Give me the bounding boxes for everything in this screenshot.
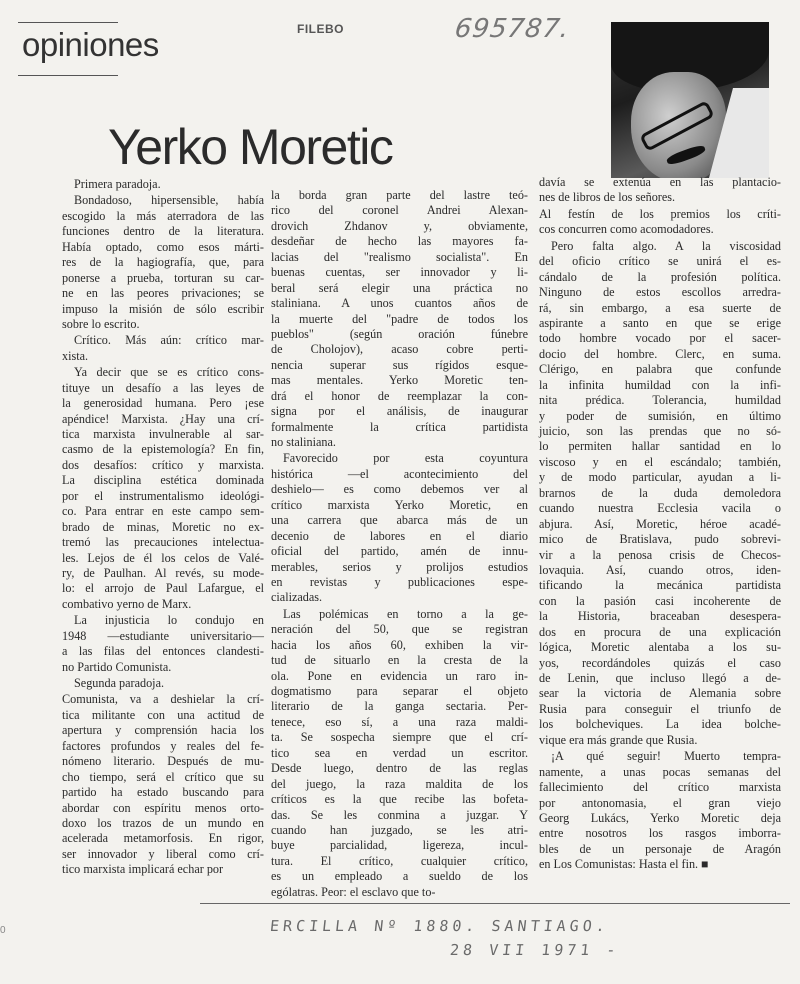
text-line: lógica, Moretic alentaba a los su- <box>539 640 781 655</box>
text-line: Desde luego, dentro de las reglas <box>271 761 528 776</box>
article-paragraph <box>539 749 781 873</box>
text-line: ola. Pone en evidencia un raro in- <box>271 668 528 683</box>
text-line: Segunda paradoja. <box>74 676 165 690</box>
article-paragraph <box>539 207 781 238</box>
text-line: pueblos" (según oración fúnebre <box>271 326 528 341</box>
text-line: ta. Se sospecha siempre que el crí- <box>271 730 528 745</box>
text-line: drá el honor de reemplazar la con- <box>271 388 528 403</box>
text-line: co. Para entrar en este campo sem- <box>62 504 264 519</box>
text-line: a las filas del entonces clandesti- <box>62 644 264 659</box>
text-line: nómeno literario. Después de mu- <box>62 754 264 769</box>
text-line: cándalo de la profesión política. <box>539 269 781 284</box>
text-line: lo permiten hallar santidad en lo <box>539 439 781 454</box>
text-line: nencia superar sus rígidos esque- <box>271 357 528 372</box>
text-line: hacia los años 60, exhiben la vir- <box>271 637 528 652</box>
text-line: los bolcheviques. La idea bolche- <box>539 717 781 732</box>
text-line: lovaquia. Así, cuando otros, iden- <box>539 562 781 577</box>
text-line: doxo los trazos de un mundo en <box>62 815 264 830</box>
text-line: ser innovador y liberal como crí- <box>62 846 264 861</box>
article-column-1 <box>62 177 264 879</box>
text-line: la infinita humildad con la infi- <box>539 377 781 392</box>
text-line: de Cholojov), acaso cobre perti- <box>271 342 528 357</box>
text-line: Pero falta algo. A la viscosidad <box>551 238 781 253</box>
text-line: beral será elegir una práctica no <box>271 280 528 295</box>
text-line: cho tiempo, será el crítico que su <box>62 769 264 784</box>
text-line: La injusticia lo condujo en <box>74 613 264 628</box>
text-line: crítico marxista Yerko Moretic, en <box>271 497 528 512</box>
text-line: Había optado, como esos márti- <box>62 239 264 254</box>
text-line: mico de Bratislava, pudo sobrevi- <box>539 532 781 547</box>
text-line: en revistas y publicaciones espe- <box>271 574 528 589</box>
text-line: del oficio crítico se unirá el es- <box>539 254 781 269</box>
footer-rule <box>200 903 790 904</box>
text-line: literario de la ganga sectaria. Per- <box>271 699 528 714</box>
article-paragraph <box>62 193 264 332</box>
text-line: vir a la penosa crisis de Checos- <box>539 547 781 562</box>
text-line: neración del 50, que se registran <box>271 622 528 637</box>
text-line: dos en procura de una explicación <box>539 624 781 639</box>
section-bottom-rule <box>18 75 118 76</box>
edge-mark: 0 <box>0 925 6 936</box>
article-paragraph <box>271 607 528 900</box>
text-line: desdeñar de hecho las mayores fa- <box>271 234 528 249</box>
text-line: por antonomasia, el gran viejo <box>539 795 781 810</box>
text-line: del juego, la raza maldita de los <box>271 776 528 791</box>
text-line: es un empleado a sueldo de los <box>271 869 528 884</box>
text-line: partido ha estado buscando para <box>62 785 264 800</box>
text-line: sear la victoria de Alemania sobre <box>539 686 781 701</box>
text-line: histórica —el acontecimiento del <box>271 466 528 481</box>
text-line: y poder de sumisión, en último <box>539 408 781 423</box>
text-line: dogmatismo para separar el objeto <box>271 684 528 698</box>
text-line: brado de minas, Moretic no ex- <box>62 519 264 534</box>
text-line: cuando nuestra Ecclesia vacila o <box>539 501 781 516</box>
text-line: entre nosotros los rasgos imborra- <box>539 826 781 841</box>
text-line: La disciplina estética dominada <box>62 473 264 488</box>
text-line: aspirante a santo en que se erige <box>539 315 781 330</box>
text-line: decenio de labores en el diario <box>271 528 528 543</box>
text-line: ponerse a prueba, torturan su car- <box>62 270 264 285</box>
text-line: tenece, eso sí, a una raza maldi- <box>271 714 528 729</box>
handwritten-date-note: 28 VII 1971 - <box>449 941 621 959</box>
text-line: signa por el análisis, de inaugurar <box>271 404 528 419</box>
text-line: Ya decir que se es crítico cons- <box>74 365 264 380</box>
text-line: ¡A qué seguir! Muerto tempra- <box>551 749 781 764</box>
text-line: formalmente la crítica partidista <box>271 419 528 434</box>
text-line: acelerada metamorfosis. En rigor, <box>62 831 264 846</box>
text-line: merables, serios y prolijos estudios <box>271 559 528 574</box>
article-paragraph <box>62 676 264 691</box>
text-line: lacias del "realismo socialista". En <box>271 249 528 264</box>
text-line: tituye un desafío a las leyes de <box>62 380 264 395</box>
text-line: y de modo particular, ayudan a li- <box>539 470 781 485</box>
text-line: brarnos de la duda demoledora <box>539 485 781 500</box>
text-line: buenas cuentas, ser innovador y li- <box>271 265 528 280</box>
article-paragraph <box>62 613 264 675</box>
text-line: rá, sin embargo, a esa suerte de <box>539 300 781 315</box>
text-line: namente, a unas pocas semanas del <box>539 764 781 779</box>
text-line: Bondadoso, hipersensible, había <box>74 193 264 208</box>
text-line: con la pasión casi incoherente de <box>539 593 781 608</box>
text-line: tud de situarlo en la cresta de la <box>271 653 528 668</box>
text-line: ry, de Paulhan. Al revés, su mode- <box>62 565 264 580</box>
article-column-3 <box>539 175 781 874</box>
text-line: tura. El crítico, cualquier crítico, <box>271 853 528 868</box>
text-line: no staliniana. <box>271 435 336 449</box>
text-line: Crítico. Más aún: crítico mar- <box>74 333 264 348</box>
text-line: la borda gran parte del lastre teó- <box>271 188 528 202</box>
text-line: apertura y comprensión hacia los <box>62 723 264 738</box>
text-line: res de la hagiografía, que, para <box>62 255 264 270</box>
article-paragraph <box>62 177 264 192</box>
text-line: tico marxista implicará echar por <box>62 862 224 877</box>
text-line: Las polémicas en torno a la ge- <box>283 606 528 621</box>
text-line: deshielo— es como debemos ver al <box>271 482 528 497</box>
text-line: rico del coronel Andrei Alexan- <box>271 203 528 218</box>
article-paragraph <box>62 333 264 364</box>
text-line: una carrera que abarca más de un <box>271 513 528 528</box>
text-line: das. Se les conmina a juzgar. Y <box>271 807 528 822</box>
text-line: sobre lo escrito. <box>62 316 140 331</box>
article-paragraph <box>62 365 264 612</box>
text-line: todo hombre vocado por el sacer- <box>539 331 781 346</box>
text-line: buye parcialidad, ligereza, incul- <box>271 838 528 853</box>
article-paragraph <box>271 188 528 450</box>
text-line: drovich Zhdanov y, obviamente, <box>271 218 528 233</box>
text-line: tica militante con una actitud de <box>62 707 264 722</box>
text-line: cializadas. <box>271 590 323 605</box>
text-line: Comunista, va a deshielar la crí- <box>62 692 264 707</box>
article-column-2 <box>271 188 528 901</box>
text-line: lo: el arrojo de Paul Lafargue, el <box>62 581 264 596</box>
text-line: fallecimiento del crítico marxista <box>539 780 781 795</box>
text-line: cos concurren como acomodadores. <box>539 222 714 237</box>
author-byline: FILEBO <box>297 22 344 36</box>
article-paragraph <box>271 451 528 605</box>
article-paragraph <box>539 175 781 206</box>
text-line: juicio, son las prendas que no só- <box>539 424 781 438</box>
text-line: combativo yerno de Marx. <box>62 596 192 611</box>
text-line: staliniana. A unos cuantos años de <box>271 296 528 311</box>
text-line: docio del hombre. Clerc, en suma. <box>539 346 781 361</box>
section-top-rule <box>18 22 118 23</box>
text-line: factores profundos y reales del fe- <box>62 738 264 753</box>
text-line: yos, recordándoles quizás el caso <box>539 655 781 670</box>
text-line: apéndice! Marxista. ¿Hay una crí- <box>62 411 264 426</box>
section-heading: opiniones <box>22 26 159 63</box>
text-line: Al festín de los premios los críti- <box>539 206 781 221</box>
text-line: escogido la más aterradora de las <box>62 208 264 223</box>
article-paragraph <box>62 692 264 877</box>
text-line: funciones dentro de la literatura. <box>62 224 264 239</box>
text-line: abordar con espíritu menos orto- <box>62 800 264 815</box>
text-line: oficial del partido, amén de innu- <box>271 544 528 559</box>
text-line: Primera paradoja. <box>74 177 161 191</box>
text-line: por el instrumentalismo ideológi- <box>62 488 264 503</box>
text-line: en Los Comunistas: Hasta el fin. ■ <box>539 857 709 872</box>
text-line: nes de libros de los señores. <box>539 190 676 205</box>
text-line: nita prédica. Tolerancia, humildad <box>539 393 781 408</box>
text-line: les. Lejos de él los celos de Valé- <box>62 550 264 565</box>
text-line: ególatras. Peor: el esclavo que to- <box>271 884 436 899</box>
text-line: Favorecido por esta coyuntura <box>283 451 528 466</box>
text-line: Ninguno de estos escollos arredra- <box>539 285 781 300</box>
handwritten-source-note: ERCILLA Nº 1880. SANTIAGO. <box>269 917 610 935</box>
text-line: dos desafíos: crítico y marxista. <box>62 457 264 472</box>
handwritten-archive-number: 695787. <box>452 14 572 44</box>
text-line: vique era más grande que Rusia. <box>539 732 698 747</box>
text-line: Clérigo, en palabra que confunde <box>539 362 781 377</box>
text-line: la generosidad humana. Pero ¡ese <box>62 396 264 411</box>
text-line: 1948 —estudiante universitario— <box>62 628 264 643</box>
text-line: mas mentales. Yerko Moretic ten- <box>271 373 528 388</box>
text-line: xista. <box>62 348 89 363</box>
text-line: davía se extenúa en las plantacio- <box>539 175 781 189</box>
text-line: Georg Lukács, Yerko Moretic deja <box>539 810 781 825</box>
text-line: cuando han juzgado, se les atri- <box>271 822 528 837</box>
text-line: la muerte del "padre de todos los <box>271 311 528 326</box>
text-line: viscoso y en el escándalo; también, <box>539 454 781 469</box>
article-title: Yerko Moretic <box>108 119 393 175</box>
text-line: tificando la mecánica partidista <box>539 578 781 593</box>
text-line: ne en las peores privaciones; se <box>62 286 264 301</box>
text-line: casmo de la epistemología? En fin, <box>62 442 264 457</box>
article-paragraph <box>539 239 781 748</box>
text-line: abjura. Así, Moretic, héroe acadé- <box>539 516 781 531</box>
text-line: impuso la misión de sólo escribir <box>62 301 264 316</box>
text-line: bles de un personaje de Aragón <box>539 841 781 856</box>
author-portrait-photo <box>611 22 769 178</box>
text-line: críticos es la que recibe las bofeta- <box>271 792 528 807</box>
text-line: Rusia para conseguir el triunfo de <box>539 701 781 716</box>
text-line: tremó las precauciones intelectua- <box>62 535 264 550</box>
text-line: tico sea en verdad un escritor. <box>271 745 528 760</box>
text-line: la Historia, braceaban desespera- <box>539 609 781 624</box>
text-line: de Lenin, que incluso llegó a de- <box>539 671 781 685</box>
text-line: tica marxista invulnerable al sar- <box>62 427 264 441</box>
text-line: no Partido Comunista. <box>62 659 172 674</box>
